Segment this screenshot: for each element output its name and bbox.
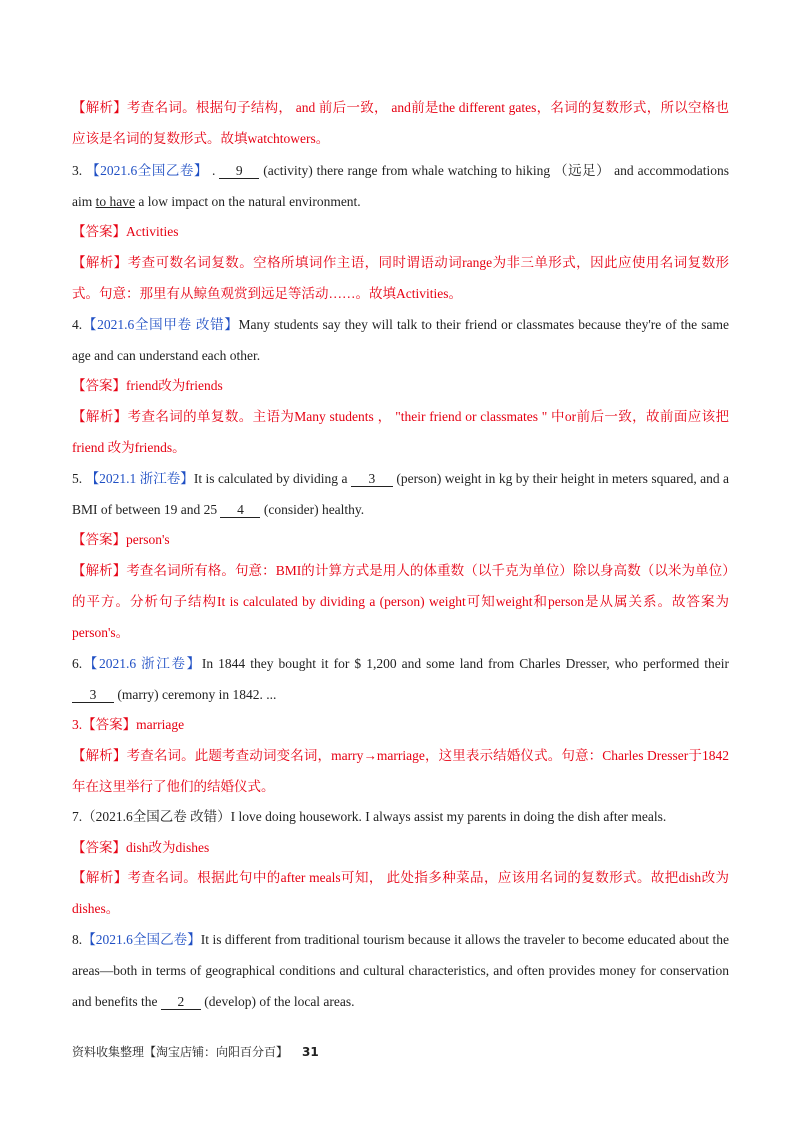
- page-number: 31: [302, 1045, 319, 1059]
- question-8: [72, 924, 729, 1017]
- question-number: 3.: [72, 163, 83, 178]
- analysis-text: 考查可数名词复数。空格所填词作主语，同时谓语动词range为非三单形式，因此应使用名词复数形式。句意：那里有从鲸鱼观赏到远足等活动……。故填Activities。: [72, 255, 730, 301]
- answer-prefix: 3.: [72, 717, 83, 732]
- analysis-text: 考查名词。此题考查动词变名词，marry→marriage，这里表示结婚仪式。句意：Charles Dresser于1842年在这里举行了他们的结婚仪式。: [72, 748, 730, 794]
- question-source: 【2021.6全国乙卷】: [82, 932, 201, 947]
- analysis-tag: 【解析】: [72, 255, 128, 270]
- question-source: 【2021.1 浙江卷】: [85, 471, 194, 486]
- answer-paragraph: [72, 216, 729, 247]
- answer-tag: 【答案】: [72, 532, 126, 547]
- answer-text: Activities: [126, 224, 179, 239]
- question-text: (marry) ceremony in 1842. ...: [117, 687, 277, 702]
- question-number: 6.: [72, 656, 83, 671]
- analysis-paragraph: [72, 555, 729, 648]
- answer-tag: 【答案】: [72, 224, 126, 239]
- analysis-text: 考查名词的单复数。主语为Many students ， "their friend or classmates " 中or前后一致，故前面应该把friend 改为friends。: [72, 409, 730, 455]
- question-number: 4.: [72, 317, 83, 332]
- question-text: It is calculated by dividing a: [193, 471, 348, 486]
- analysis-paragraph: [72, 92, 729, 154]
- analysis-tag: 【解析】: [72, 409, 128, 424]
- question-text: .: [211, 163, 216, 178]
- answer-blank: 2: [161, 995, 201, 1010]
- question-number: 5.: [72, 471, 83, 486]
- analysis-paragraph: [72, 247, 729, 309]
- question-7: [72, 801, 729, 832]
- question-text: I love doing housework. I always assist my parents in doing the dish after meals.: [230, 809, 667, 824]
- answer-paragraph: [72, 832, 729, 863]
- answer-paragraph: [72, 370, 729, 401]
- question-text: (develop) of the local areas.: [204, 994, 355, 1009]
- footer-text: 资料收集整理【淘宝店铺：向阳百分百】: [72, 1045, 289, 1059]
- question-number: 7.: [72, 809, 83, 824]
- analysis-paragraph: [72, 401, 729, 463]
- question-text: a low impact on the natural environment.: [138, 194, 361, 209]
- answer-blank: 9: [219, 164, 259, 179]
- question-text: (consider) healthy.: [263, 502, 365, 517]
- answer-blank: 3: [72, 688, 114, 703]
- question-3: [72, 155, 729, 217]
- underlined-phrase: to have: [95, 194, 135, 209]
- answer-paragraph: [72, 709, 729, 740]
- question-text: Many students say they will talk to their friend or classmates because they're of the same age and can understand each other.: [72, 317, 730, 363]
- answer-text: marriage: [136, 717, 185, 732]
- answer-tag: 【答案】: [72, 378, 126, 393]
- analysis-text: 考查名词所有格。句意：BMI的计算方式是用人的体重数（以千克为单位）除以身高数（以米为单位）的平方。分析句子结构It is calculated by dividing a (person) weight可知weight和person是从属关系。故答案为person's。: [72, 563, 729, 640]
- question-text: (activity) there range from whale watching to hiking （远足） and accommodations aim: [72, 163, 730, 209]
- question-6: [72, 648, 729, 710]
- answer-text: person's: [126, 532, 170, 547]
- question-source: （2021.6全国乙卷 改错）: [82, 809, 231, 824]
- answer-blank: 4: [220, 503, 260, 518]
- question-source: 【2021.6 浙江卷】: [82, 656, 202, 671]
- answer-text: friend改为friends: [126, 378, 223, 393]
- answer-text: dish改为dishes: [126, 840, 210, 855]
- analysis-text: 考查名词。根据此句中的after meals可知， 此处指多种菜品，应该用名词的复数形式。故把dish改为dishes。: [72, 870, 730, 916]
- question-source: 【2021.6全国甲卷 改错】: [82, 317, 239, 332]
- question-5: [72, 463, 729, 525]
- question-number: 8.: [72, 932, 83, 947]
- question-text: It is different from traditional tourism because it allows the traveler to become educated about the areas—both in terms of geographical conditions and cultural characteristics, and often provides money for conservation and benefits the: [72, 932, 729, 1009]
- analysis-tag: 【解析】: [72, 870, 128, 885]
- question-text: In 1844 they bought it for $ 1,200 and some land from Charles Dresser, who performed their: [201, 656, 730, 671]
- answer-paragraph: [72, 524, 729, 555]
- question-text: (person) weight in kg by their height in meters squared, and a BMI of between 19 and 25: [72, 471, 730, 517]
- answer-tag: 【答案】: [82, 717, 137, 732]
- analysis-paragraph: [72, 862, 729, 924]
- analysis-tag: 【解析】: [72, 748, 127, 763]
- answer-blank: 3: [351, 472, 393, 487]
- analysis-tag: 【解析】: [72, 563, 127, 578]
- question-4: [72, 309, 729, 371]
- page-footer: [72, 1043, 319, 1060]
- analysis-tag: 【解析】: [72, 100, 128, 115]
- analysis-paragraph: [72, 740, 729, 802]
- answer-tag: 【答案】: [72, 840, 126, 855]
- analysis-text: 考查名词。根据句子结构， and 前后一致， and前是the different gates，名词的复数形式，所以空格也应该是名词的复数形式。故填watchtowers。: [72, 100, 729, 146]
- question-source: 【2021.6全国乙卷】: [86, 163, 209, 178]
